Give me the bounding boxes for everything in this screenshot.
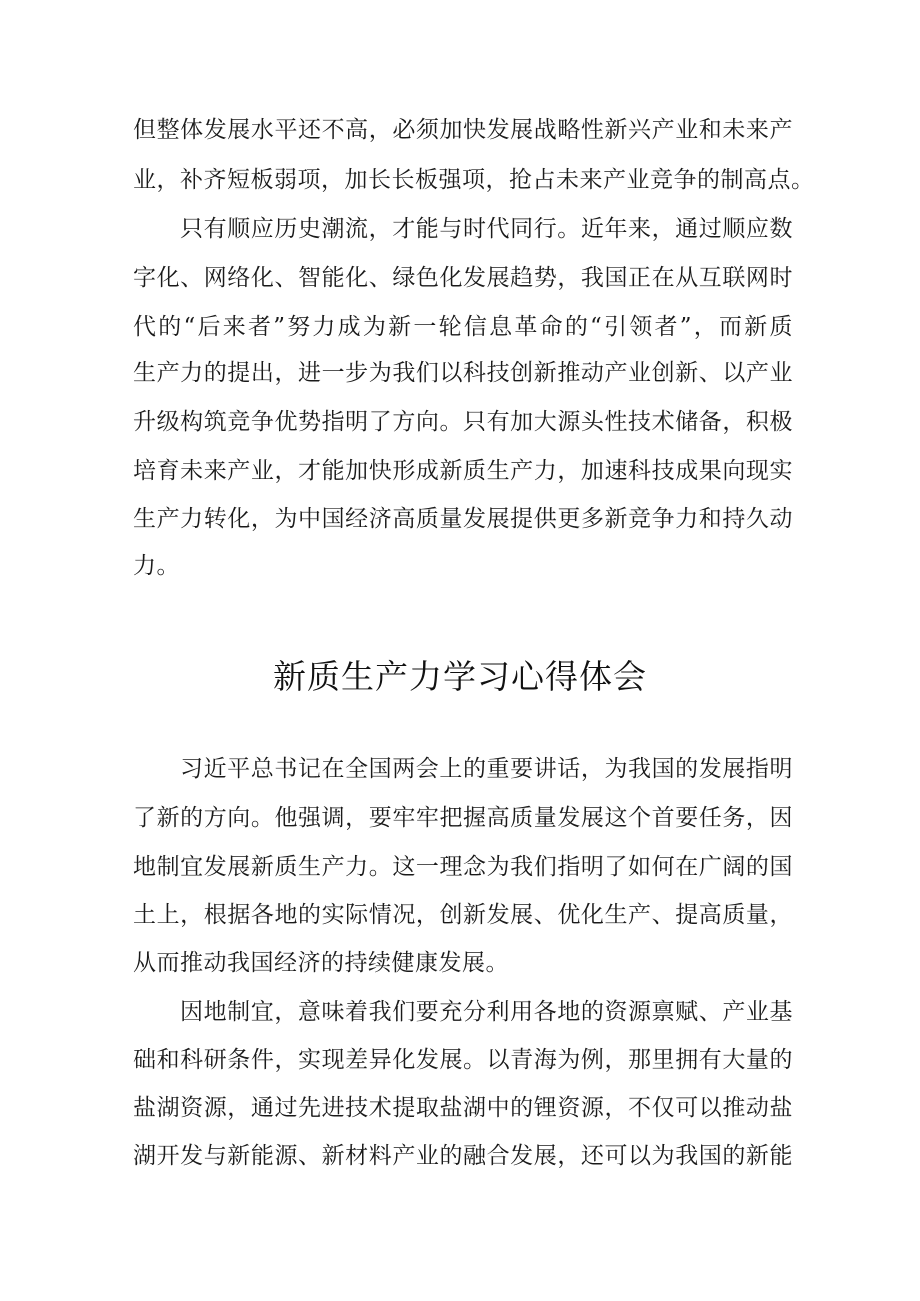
paragraph-line: 地制宜发展新质生产力。这一理念为我们指明了如何在广阔的国 [133, 854, 793, 880]
paragraph-line: 升级构筑竞争优势指明了方向。只有加大源头性技术储备，积极 [133, 409, 793, 435]
paragraph-line: 湖开发与新能源、新材料产业的融合发展，还可以为我国的新能 [133, 1143, 793, 1169]
paragraph-line: 生产力转化，为中国经济高质量发展提供更多新竞争力和持久动 [133, 506, 793, 532]
paragraph-line: 字化、网络化、智能化、绿色化发展趋势，我国正在从互联网时 [133, 265, 793, 291]
paragraph-line: 力。 [133, 553, 180, 579]
paragraph-line: 础和科研条件，实现差异化发展。以青海为例，那里拥有大量的 [133, 1047, 793, 1073]
paragraph-line: 习近平总书记在全国两会上的重要讲话，为我国的发展指明 [180, 756, 793, 782]
paragraph-line: 因地制宜，意味着我们要充分利用各地的资源禀赋、产业基 [180, 999, 793, 1025]
paragraph-line: 盐湖资源，通过先进技术提取盐湖中的锂资源，不仅可以推动盐 [133, 1095, 793, 1121]
paragraph-line: 从而推动我国经济的持续健康发展。 [133, 950, 509, 976]
paragraph-line: 培育未来产业，才能加快形成新质生产力，加速科技成果向现实 [133, 458, 793, 484]
paragraph-line: 只有顺应历史潮流，才能与时代同行。近年来，通过顺应数 [180, 216, 793, 242]
paragraph-line: 代的“后来者”努力成为新一轮信息革命的“引领者”，而新质 [133, 314, 793, 340]
paragraph-line: 了新的方向。他强调，要牢牢把握高质量发展这个首要任务，因 [133, 805, 793, 831]
paragraph-line: 生产力的提出，进一步为我们以科技创新推动产业创新、以产业 [133, 360, 793, 386]
paragraph-line: 业，补齐短板弱项，加长长板强项，抢占未来产业竞争的制高点。 [133, 167, 815, 193]
paragraph-line: 但整体发展水平还不高，必须加快发展战略性新兴产业和未来产 [133, 117, 793, 143]
section-title: 新质生产力学习心得体会 [273, 657, 647, 696]
paragraph-line: 土上，根据各地的实际情况，创新发展、优化生产、提高质量， [133, 902, 793, 928]
